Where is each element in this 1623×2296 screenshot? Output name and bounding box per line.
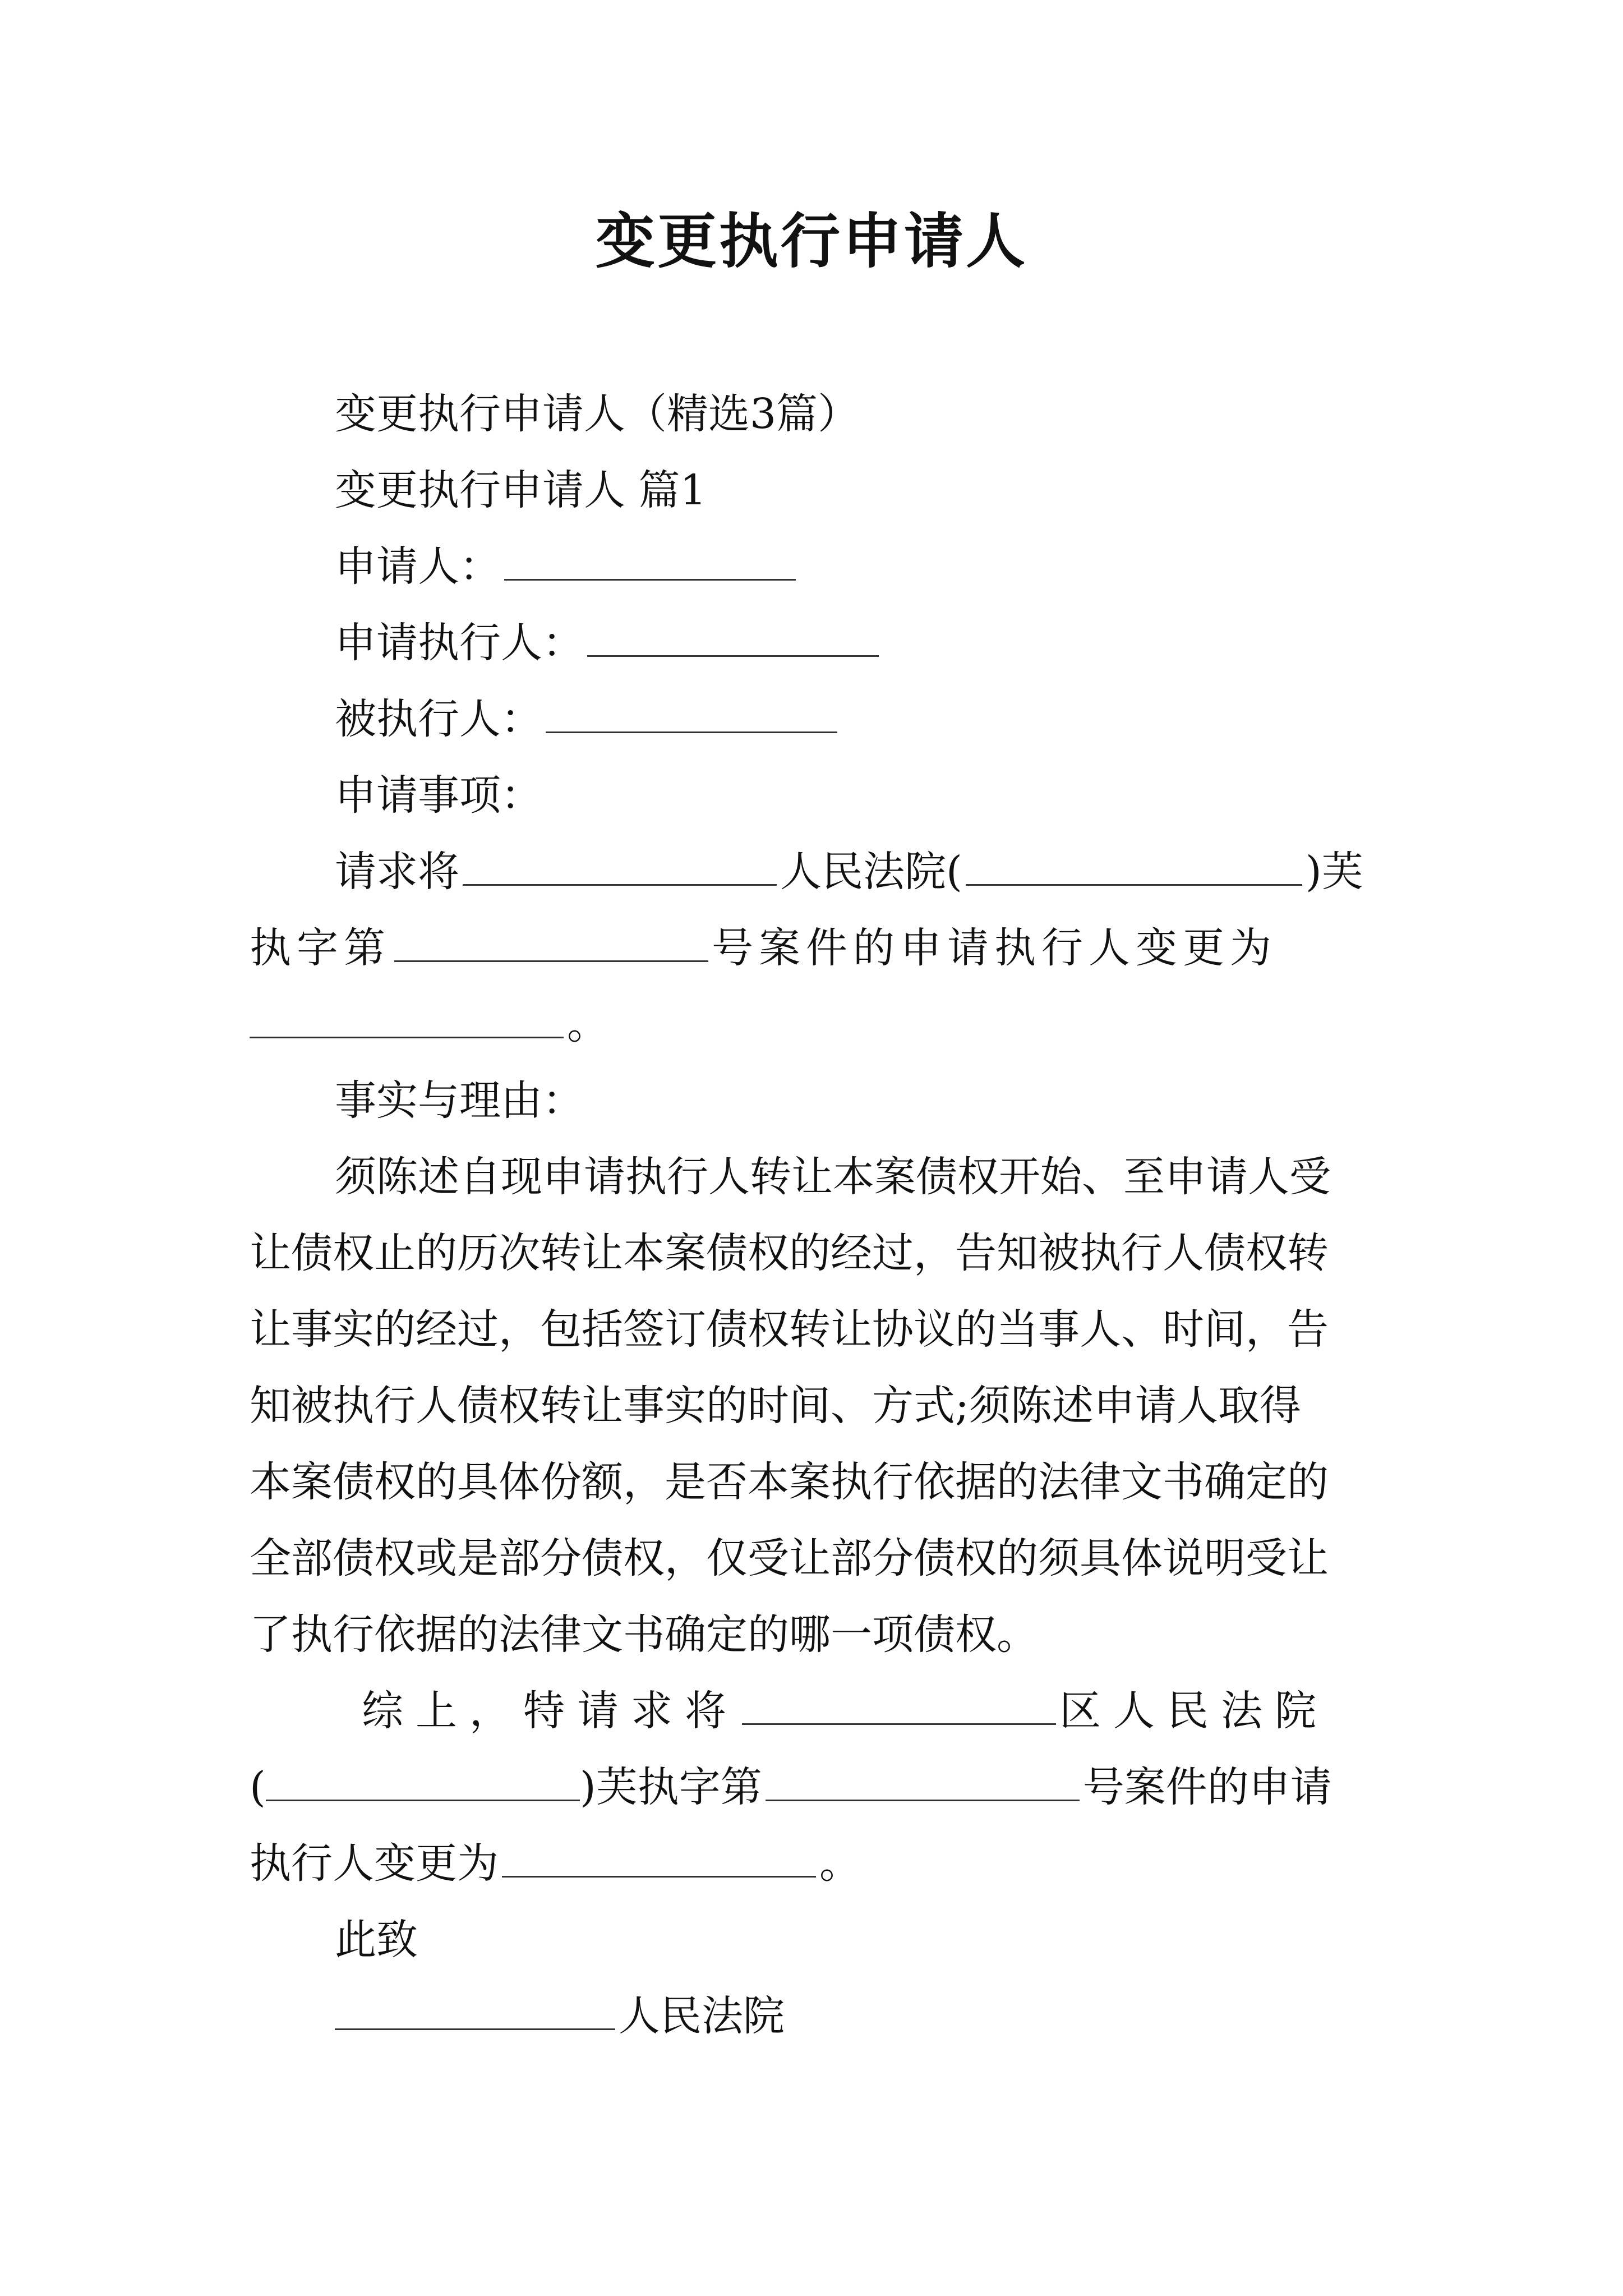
year-blank[interactable]: [966, 850, 1302, 886]
case-number-blank[interactable]: [394, 927, 708, 962]
facts-line: 全部债权或是部分债权，仅受让部分债权的须具体说明受让: [250, 1534, 1329, 1582]
summary-text: 执行人变更为: [250, 1839, 499, 1888]
summary-text: 区人民法院: [1059, 1687, 1329, 1735]
applicant-label: 申请人：: [335, 542, 501, 591]
applicant-field: [250, 528, 1374, 605]
facts-line: 知被执行人债权转让事实的时间、方式;须陈述申请人取得: [250, 1382, 1301, 1430]
request-line-3: [250, 986, 1374, 1062]
summary-text: 。: [819, 1839, 861, 1888]
request-text: )芙: [1305, 848, 1363, 896]
addressee-court-blank[interactable]: [335, 1995, 615, 2030]
facts-line: 让事实的经过，包括签订债权转让协议的当事人、时间，告: [250, 1305, 1329, 1354]
facts-label: 事实与理由：: [335, 1076, 584, 1125]
request-text: 人民法院(: [780, 848, 962, 896]
district-court-blank[interactable]: [742, 1690, 1056, 1725]
facts-line: 须陈述自现申请执行人转让本案债权开始、至申请人受: [335, 1153, 1331, 1201]
execution-applicant-label: 申请执行人：: [335, 619, 584, 667]
subtitle: 变更执行申请人（精选3篇）: [335, 390, 860, 438]
court-blank[interactable]: [463, 850, 777, 886]
executee-field: [250, 681, 1374, 757]
section-heading: 变更执行申请人 篇1: [335, 466, 707, 514]
applicant-blank[interactable]: [504, 545, 796, 581]
summary-text: (: [250, 1763, 266, 1811]
document-title: 变更执行申请人: [596, 206, 1027, 276]
executee-blank[interactable]: [546, 698, 837, 733]
request-text: 请求将: [335, 848, 459, 896]
court-line: [250, 1978, 1374, 2054]
summary-text: 号案件的申请: [1082, 1763, 1332, 1811]
new-applicant-blank[interactable]: [250, 1003, 564, 1038]
facts-line: 本案债权的具体份额，是否本案执行依据的法律文书确定的: [250, 1458, 1329, 1506]
summary-line-2: [250, 1749, 1374, 1825]
facts-line: 了执行依据的法律文书确定的哪一项债权。: [250, 1611, 1038, 1659]
execution-applicant-field: [250, 605, 1374, 681]
closing: 此致: [335, 1916, 418, 1964]
facts-line: 让债权止的历次转让本案债权的经过，告知被执行人债权转: [250, 1229, 1329, 1277]
request-line-1: [250, 834, 1374, 910]
document-body: [250, 376, 1374, 2054]
summary-case-blank[interactable]: [766, 1766, 1080, 1801]
request-text: 执字第: [250, 924, 391, 972]
summary-line-3: [250, 1825, 1374, 1902]
request-line-2: [250, 910, 1374, 986]
request-items-label: 申请事项：: [335, 771, 542, 820]
summary-text: 综上，特请求将: [362, 1687, 739, 1735]
summary-text: )芙执字第: [579, 1763, 762, 1811]
summary-new-applicant-blank[interactable]: [502, 1842, 816, 1878]
request-text: 号案件的申请执行人变更为: [712, 924, 1277, 972]
summary-year-blank[interactable]: [266, 1766, 580, 1801]
executee-label: 被执行人：: [335, 695, 542, 743]
execution-applicant-blank[interactable]: [587, 622, 879, 657]
request-text: 。: [567, 1000, 608, 1048]
court-text: 人民法院: [619, 1992, 785, 2040]
summary-line-1: [250, 1673, 1374, 1749]
